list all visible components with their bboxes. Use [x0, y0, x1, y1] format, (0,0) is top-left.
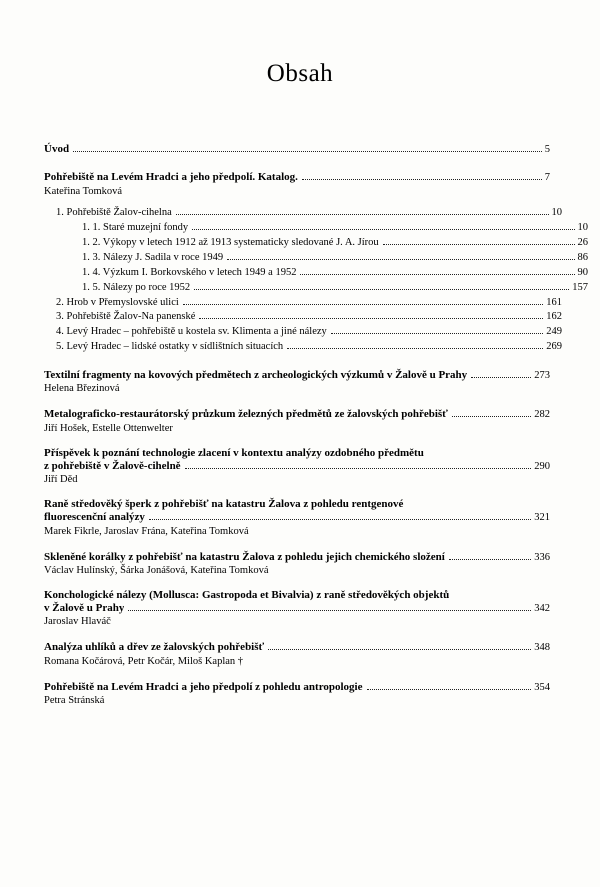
chapter-label: 1. 2. Výkopy v letech 1912 až 1913 systematicky sledované J. A. Jírou [82, 236, 379, 248]
toc-entry-page: 321 [534, 512, 550, 524]
dot-leader [149, 519, 531, 520]
dot-leader [452, 416, 531, 417]
dot-leader [194, 289, 569, 290]
toc-entry-label: Pohřebiště na Levém Hradci a jeho předpolí z pohledu antropologie [44, 680, 363, 693]
chapter-label: 3. Pohřebiště Žalov-Na panenské [56, 311, 196, 323]
chapter-label: 4. Levý Hradec – pohřebiště u kostela sv. Klimenta a jiné nálezy [56, 326, 327, 338]
toc-entry-article [44, 368, 550, 394]
chapter-page: 269 [546, 341, 562, 353]
chapter-page: 86 [577, 251, 588, 263]
toc-entry-intro [44, 142, 550, 156]
toc-entry-author: Jiří Děd [44, 474, 78, 486]
toc-entry-author: Jaroslav Hlaváč [44, 616, 111, 628]
chapter-label: 1. 1. Staré muzejní fondy [82, 221, 189, 233]
toc-entry-page: 336 [534, 551, 550, 563]
toc-entry-article [44, 407, 550, 433]
toc-entry-author: Romana Kočárová, Petr Kočár, Miloš Kaplan † [44, 655, 244, 667]
list-item [44, 281, 588, 294]
toc-entry-catalog [44, 170, 550, 196]
toc-entry-article [44, 589, 550, 627]
chapter-list [44, 206, 588, 354]
toc-entry-page: 354 [534, 681, 550, 693]
dot-leader [383, 244, 575, 245]
list-item [44, 340, 562, 353]
toc-entry-label-line2: z pohřebiště v Žalově-cihelně [44, 459, 181, 472]
dot-leader [471, 377, 531, 378]
dot-leader [302, 179, 542, 180]
toc-entry-label-line2: v Žalově u Prahy [44, 601, 125, 614]
toc-entry-article [44, 447, 550, 485]
chapter-label: 1. Pohřebiště Žalov-cihelna [56, 206, 172, 218]
dot-leader [227, 259, 574, 260]
dot-leader [331, 333, 543, 334]
list-item [44, 310, 562, 323]
chapter-label: 1. 5. Nálezy po roce 1952 [82, 281, 191, 293]
toc-entry-label-line1: Příspěvek k poznání technologie zlacení v kontextu analýzy ozdobného předmětu [44, 446, 424, 459]
list-item [44, 266, 588, 279]
toc-entry-author: Jiří Hošek, Estelle Ottenwelter [44, 422, 173, 434]
toc-entry-label-line2: fluorescenční analýzy [44, 511, 145, 524]
dot-leader [449, 559, 531, 560]
toc-entry-page: 290 [534, 460, 550, 472]
toc-entry-label: Metalograficko-restaurátorský průzkum železných předmětů ze žalovských pohřebišť [44, 408, 448, 421]
chapter-page: 10 [577, 221, 588, 233]
list-item [44, 296, 562, 309]
list-item [44, 221, 588, 234]
dot-leader [192, 229, 574, 230]
dot-leader [199, 318, 543, 319]
chapter-page: 90 [577, 266, 588, 278]
toc-entry-author: Václav Hulínský, Šárka Jonášová, Kateřina Tomková [44, 564, 269, 576]
dot-leader [183, 304, 543, 305]
toc-entry-page: 342 [534, 602, 550, 614]
dot-leader [367, 689, 532, 690]
toc-entry-author: Helena Březinová [44, 383, 120, 395]
toc-entry-article [44, 550, 550, 576]
toc-entry-page: 273 [534, 369, 550, 381]
chapter-label: 5. Levý Hradec – lidské ostatky v sídlištních situacích [56, 341, 284, 353]
chapter-label: 2. Hrob v Přemyslovské ulici [56, 296, 179, 308]
dot-leader [185, 468, 532, 469]
toc-entry-article [44, 680, 550, 706]
chapter-page: 26 [577, 236, 588, 248]
toc-entry-label-line1: Konchologické nálezy (Mollusca: Gastropoda et Bivalvia) z raně středověkých objektů [44, 588, 450, 601]
toc-entry-label: Pohřebiště na Levém Hradci a jeho předpolí. Katalog. [44, 171, 298, 184]
toc-entry-page: 282 [534, 409, 550, 421]
chapter-label: 1. 4. Výzkum I. Borkovského v letech 1949 a 1952 [82, 266, 297, 278]
toc-entry-article [44, 640, 550, 666]
dot-leader [300, 274, 574, 275]
toc-entry-label: Analýza uhlíků a dřev ze žalovských pohřebišť [44, 641, 265, 654]
dot-leader [176, 214, 549, 215]
list-item [44, 251, 588, 264]
chapter-page: 10 [551, 206, 562, 218]
toc-entry-author: Kateřina Tomková [44, 185, 123, 197]
toc-entry-label: Úvod [44, 143, 70, 155]
toc-entry-page: 7 [544, 172, 550, 184]
dot-leader [287, 348, 543, 349]
chapter-label: 1. 3. Nálezy J. Sadila v roce 1949 [82, 251, 224, 263]
chapter-page: 249 [546, 326, 562, 338]
page-title: Obsah [266, 60, 334, 87]
toc-entry-page: 348 [534, 642, 550, 654]
dot-leader [268, 649, 531, 650]
toc-entry-label: Textilní fragmenty na kovových předmětech z archeologických výzkumů v Žalově u Prahy [44, 368, 468, 381]
chapter-page: 162 [546, 311, 562, 323]
toc-entry-article [44, 498, 550, 536]
toc-entry-page: 5 [544, 144, 550, 155]
list-item [44, 236, 588, 249]
list-item [44, 206, 562, 219]
chapter-page: 161 [546, 296, 562, 308]
toc-entry-label: Skleněné korálky z pohřebišť na katastru Žalova z pohledu jejich chemického složení [44, 550, 445, 563]
dot-leader [73, 151, 542, 152]
table-of-contents [40, 142, 588, 707]
list-item [44, 325, 562, 338]
dot-leader [128, 610, 531, 611]
toc-entry-label-line1: Raně středověký šperk z pohřebišť na katastru Žalova z pohledu rentgenové [44, 498, 404, 511]
toc-entry-author: Marek Fikrle, Jaroslav Frána, Kateřina Tomková [44, 525, 249, 537]
toc-entry-author: Petra Stránská [44, 695, 105, 707]
chapter-page: 157 [572, 281, 588, 293]
